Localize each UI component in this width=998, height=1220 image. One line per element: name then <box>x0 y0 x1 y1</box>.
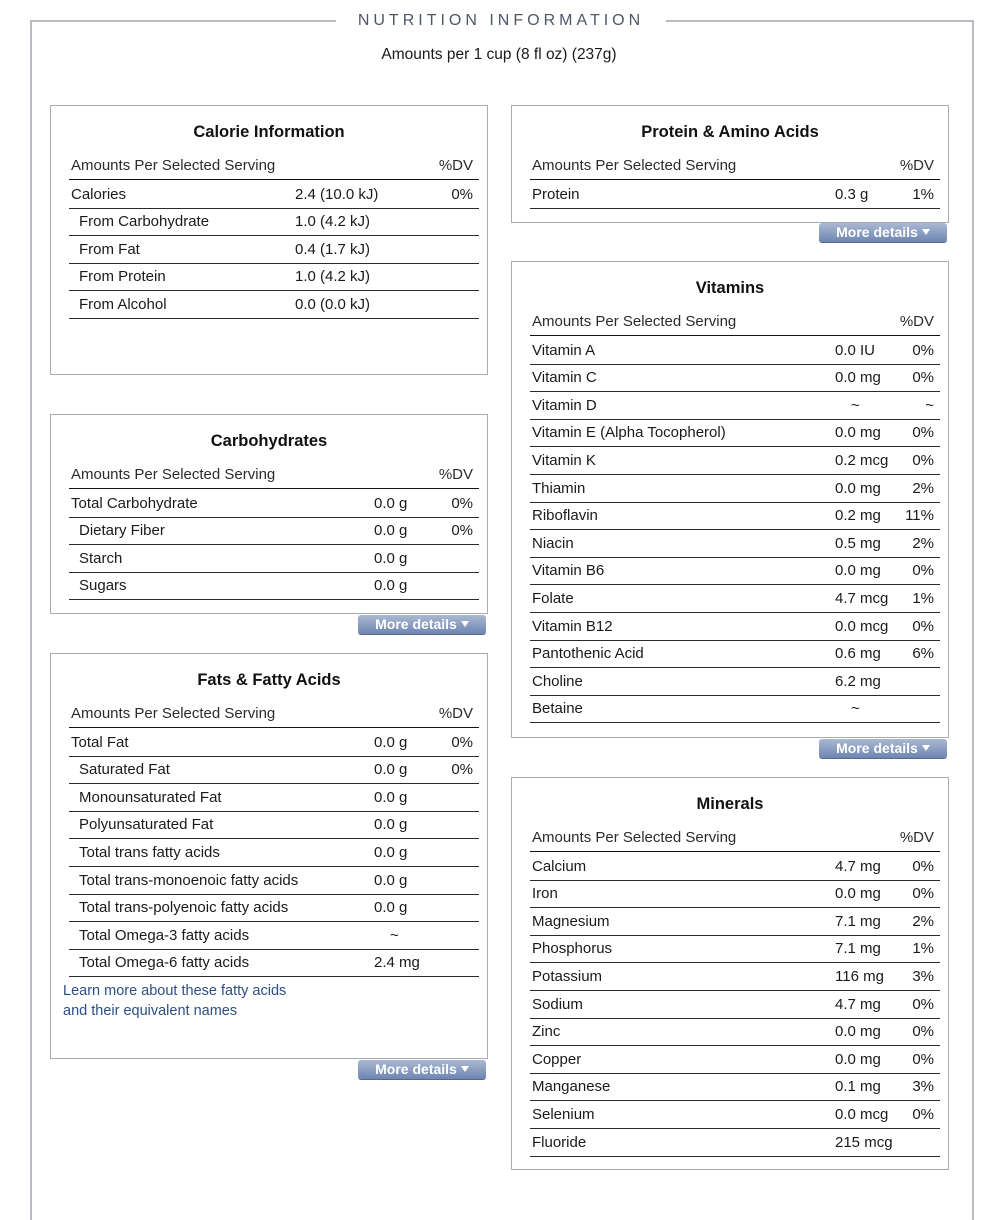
table-row <box>530 1046 940 1074</box>
nutrient-dv: 2% <box>912 534 934 552</box>
nutrient-dv: 0% <box>912 1023 934 1041</box>
nutrient-amount: 4.7 mg <box>835 857 881 875</box>
nutrient-name: Magnesium <box>532 912 610 930</box>
table-row <box>530 337 940 365</box>
nutrient-dv: 0% <box>912 424 934 442</box>
section-title: NUTRITION INFORMATION <box>336 8 666 34</box>
table-row <box>530 475 940 503</box>
nutrient-name: Fluoride <box>532 1133 587 1151</box>
panel-title: Calorie Information <box>193 123 345 141</box>
nutrient-name: Total Omega-6 fatty acids <box>79 954 250 972</box>
fats-panel <box>50 653 488 1059</box>
nutrient-dv: 2% <box>912 912 934 930</box>
nutrient-name: Total trans-polyenoic fatty acids <box>79 899 289 917</box>
nutrient-dv: 0% <box>912 1050 934 1068</box>
table-row <box>530 853 940 881</box>
table-row <box>530 963 940 991</box>
amounts-header: Amounts Per Selected Serving <box>71 705 276 722</box>
dv-header: %DV <box>438 466 473 483</box>
table-header <box>69 462 479 489</box>
nutrient-amount: 0.0 mg <box>835 562 881 580</box>
nutrient-dv: 0% <box>912 885 934 903</box>
nutrient-name: Potassium <box>532 967 603 985</box>
amounts-header: Amounts Per Selected Serving <box>532 829 737 846</box>
nutrient-name: Starch <box>79 549 123 567</box>
panel-title: Minerals <box>696 795 764 813</box>
nutrient-name: Choline <box>532 672 583 690</box>
nutrient-dv: 0% <box>912 369 934 387</box>
nutrient-dv: 11% <box>905 507 934 525</box>
nutrient-name: From Alcohol <box>79 295 167 313</box>
calorie-panel <box>50 105 488 375</box>
nutrient-name: Iron <box>532 885 558 903</box>
table-row <box>530 420 940 448</box>
nutrient-name: Manganese <box>532 1078 611 1096</box>
nutrient-dv: 0% <box>451 494 473 512</box>
nutrient-name: Sodium <box>532 995 583 1013</box>
nutrient-name: Sugars <box>79 577 127 595</box>
panel-title: Fats & Fatty Acids <box>197 671 341 689</box>
nutrient-dv: 0% <box>451 522 473 540</box>
table-row <box>530 696 940 724</box>
nutrient-dv: 0% <box>912 857 934 875</box>
nutrient-amount: 0.0 g <box>374 761 408 779</box>
protein-more-details-button[interactable]: More details <box>819 223 947 242</box>
table-row <box>69 950 479 978</box>
nutrient-dv: 1% <box>912 940 934 958</box>
nutrient-dv: 0% <box>912 451 934 469</box>
nutrient-name: Total trans fatty acids <box>79 843 220 861</box>
nutrient-amount: ~ <box>851 396 860 414</box>
table-row <box>530 1074 940 1102</box>
nutrient-dv: 0% <box>912 562 934 580</box>
nutrient-name: Calories <box>71 185 127 203</box>
table-row <box>69 518 479 546</box>
nutrient-name: From Carbohydrate <box>79 213 210 231</box>
nutrient-name: Vitamin K <box>532 451 596 469</box>
dv-header: %DV <box>438 157 473 174</box>
vitamins-more-details-button[interactable]: More details <box>819 739 947 758</box>
nutrient-name: Vitamin B12 <box>532 617 613 635</box>
nutrient-amount: 116 mg <box>835 967 884 985</box>
table-row <box>530 447 940 475</box>
fatty-acids-learn-more-link[interactable]: Learn more about these fatty acids and their equivalent names <box>63 983 287 1019</box>
amounts-header: Amounts Per Selected Serving <box>532 157 737 174</box>
nutrient-name: Copper <box>532 1050 582 1068</box>
nutrient-dv: 0% <box>912 995 934 1013</box>
nutrient-name: Selenium <box>532 1105 595 1123</box>
carbohydrates-panel <box>50 414 488 614</box>
nutrient-amount: 4.7 mg <box>835 995 881 1013</box>
nutrient-dv: 1% <box>912 185 934 203</box>
nutrient-name: Vitamin E (Alpha Tocopherol) <box>532 424 726 442</box>
table-row <box>530 181 940 209</box>
nutrient-name: Total Fat <box>71 733 129 751</box>
nutrient-amount: 0.0 mg <box>835 369 881 387</box>
table-row <box>530 936 940 964</box>
nutrient-dv: 2% <box>912 479 934 497</box>
nutrient-name: Dietary Fiber <box>79 522 165 540</box>
table-row <box>530 908 940 936</box>
dropdown-arrow-icon <box>461 1066 469 1072</box>
table-row <box>69 729 479 757</box>
nutrient-amount: 1.0 (4.2 kJ) <box>295 268 371 286</box>
nutrient-amount: 6.2 mg <box>835 672 881 690</box>
nutrient-amount: 0.6 mg <box>835 645 881 663</box>
nutrient-dv: 3% <box>912 1078 934 1096</box>
table-row <box>69 264 479 292</box>
nutrient-amount: 4.7 mcg <box>835 589 889 607</box>
nutrient-amount: 0.0 g <box>374 899 408 917</box>
amounts-header: Amounts Per Selected Serving <box>71 157 276 174</box>
nutrient-amount: 0.5 mg <box>835 534 881 552</box>
nutrient-dv: 0% <box>912 617 934 635</box>
dropdown-arrow-icon <box>922 229 930 235</box>
table-row <box>530 991 940 1019</box>
table-row <box>530 585 940 613</box>
nutrient-name: Zinc <box>532 1023 561 1041</box>
nutrient-name: Riboflavin <box>532 507 598 525</box>
amounts-header: Amounts Per Selected Serving <box>532 313 737 330</box>
table-row <box>530 881 940 909</box>
nutrient-amount: ~ <box>390 926 399 944</box>
nutrient-amount: 0.4 (1.7 kJ) <box>295 240 371 258</box>
nutrient-amount: 0.0 mcg <box>835 1105 889 1123</box>
table-row <box>69 757 479 785</box>
nutrient-amount: 0.2 mcg <box>835 451 889 469</box>
nutrient-dv: 6% <box>912 645 934 663</box>
nutrient-amount: 7.1 mg <box>835 912 881 930</box>
dv-header: %DV <box>438 705 473 722</box>
serving-size: Amounts per 1 cup (8 fl oz) (237g) <box>381 46 617 63</box>
panel-title: Vitamins <box>695 279 765 297</box>
nutrient-amount: 7.1 mg <box>835 940 881 958</box>
table-row <box>69 490 479 518</box>
nutrient-name: Total Omega-3 fatty acids <box>79 926 250 944</box>
table-row <box>530 392 940 420</box>
amounts-header: Amounts Per Selected Serving <box>71 466 276 483</box>
table-row <box>69 812 479 840</box>
nutrient-dv: 0% <box>451 761 473 779</box>
nutrient-name: Vitamin B6 <box>532 562 605 580</box>
nutrient-name: From Protein <box>79 268 166 286</box>
table-row <box>530 1101 940 1129</box>
nutrient-name: From Fat <box>79 240 140 258</box>
nutrient-name: Niacin <box>532 534 574 552</box>
table-row <box>69 573 479 601</box>
nutrient-dv: 3% <box>912 967 934 985</box>
table-row <box>69 895 479 923</box>
nutrient-name: Folate <box>532 589 574 607</box>
nutrient-amount: 2.4 (10.0 kJ) <box>295 185 379 203</box>
dropdown-arrow-icon <box>922 745 930 751</box>
nutrient-amount: 0.0 mg <box>835 424 881 442</box>
nutrient-amount: ~ <box>851 700 860 718</box>
nutrient-name: Vitamin A <box>532 341 596 359</box>
nutrient-name: Total Carbohydrate <box>71 494 198 512</box>
nutrient-name: Polyunsaturated Fat <box>79 816 214 834</box>
nutrient-name: Saturated Fat <box>79 761 170 779</box>
nutrient-dv: 0% <box>912 1105 934 1123</box>
dropdown-arrow-icon <box>461 621 469 627</box>
table-row <box>69 209 479 237</box>
table-row <box>69 922 479 950</box>
table-header <box>530 153 940 180</box>
nutrient-amount: 1.0 (4.2 kJ) <box>295 213 371 231</box>
table-row <box>69 291 479 319</box>
table-header <box>530 309 940 336</box>
nutrient-name: Protein <box>532 185 580 203</box>
nutrient-amount: 0.0 g <box>374 577 408 595</box>
nutrient-amount: 0.3 g <box>835 185 869 203</box>
nutrient-amount: 0.0 g <box>374 816 408 834</box>
table-row <box>530 1129 940 1157</box>
nutrient-amount: 2.4 mg <box>374 954 420 972</box>
nutrient-amount: 0.0 g <box>374 494 408 512</box>
table-row <box>530 558 940 586</box>
protein-panel <box>511 105 949 223</box>
nutrient-name: Monounsaturated Fat <box>79 788 222 806</box>
nutrient-name: Betaine <box>532 700 583 718</box>
table-row <box>530 530 940 558</box>
nutrient-name: Thiamin <box>532 479 586 497</box>
carbs-more-details-button[interactable]: More details <box>358 615 486 634</box>
nutrient-dv: ~ <box>925 396 934 414</box>
nutrient-name: Vitamin D <box>532 396 597 414</box>
nutrient-amount: 0.0 (0.0 kJ) <box>295 295 371 313</box>
nutrient-amount: 0.2 mg <box>835 507 881 525</box>
dv-header: %DV <box>899 157 934 174</box>
panel-title: Protein & Amino Acids <box>641 123 819 141</box>
nutrient-amount: 0.1 mg <box>835 1078 881 1096</box>
panel-title: Carbohydrates <box>210 432 328 450</box>
table-header <box>530 825 940 852</box>
nutrient-amount: 0.0 g <box>374 733 408 751</box>
nutrient-dv: 1% <box>912 589 934 607</box>
nutrient-amount: 0.0 mg <box>835 1050 881 1068</box>
table-row <box>69 784 479 812</box>
dv-header: %DV <box>899 313 934 330</box>
table-row <box>530 641 940 669</box>
table-row <box>69 181 479 209</box>
nutrient-name: Calcium <box>532 857 587 875</box>
nutrient-amount: 215 mcg <box>835 1133 893 1151</box>
dv-header: %DV <box>899 829 934 846</box>
nutrient-amount: 0.0 mg <box>835 1023 881 1041</box>
vitamins-panel <box>511 261 949 738</box>
nutrient-name: Total trans-monoenoic fatty acids <box>79 871 299 889</box>
nutrient-amount: 0.0 mg <box>835 479 881 497</box>
table-row <box>530 1019 940 1047</box>
nutrient-amount: 0.0 g <box>374 522 408 540</box>
nutrient-name: Phosphorus <box>532 940 613 958</box>
table-row <box>69 839 479 867</box>
nutrient-dv: 0% <box>912 341 934 359</box>
table-row <box>530 613 940 641</box>
nutrient-dv: 0% <box>451 185 473 203</box>
nutrient-amount: 0.0 IU <box>835 341 876 359</box>
table-row <box>530 365 940 393</box>
table-header <box>69 701 479 728</box>
nutrient-name: Pantothenic Acid <box>532 645 644 663</box>
table-row <box>69 867 479 895</box>
table-header <box>69 153 479 180</box>
nutrient-amount: 0.0 g <box>374 549 408 567</box>
nutrient-dv: 0% <box>451 733 473 751</box>
minerals-panel <box>511 777 949 1170</box>
nutrient-amount: 0.0 mg <box>835 885 881 903</box>
fats-more-details-button[interactable]: More details <box>358 1060 486 1079</box>
nutrient-amount: 0.0 g <box>374 843 408 861</box>
nutrient-name: Vitamin C <box>532 369 597 387</box>
table-row <box>69 545 479 573</box>
nutrient-amount: 0.0 mcg <box>835 617 889 635</box>
table-row <box>530 503 940 531</box>
table-row <box>530 668 940 696</box>
table-row <box>69 236 479 264</box>
nutrient-amount: 0.0 g <box>374 871 408 889</box>
nutrient-amount: 0.0 g <box>374 788 408 806</box>
